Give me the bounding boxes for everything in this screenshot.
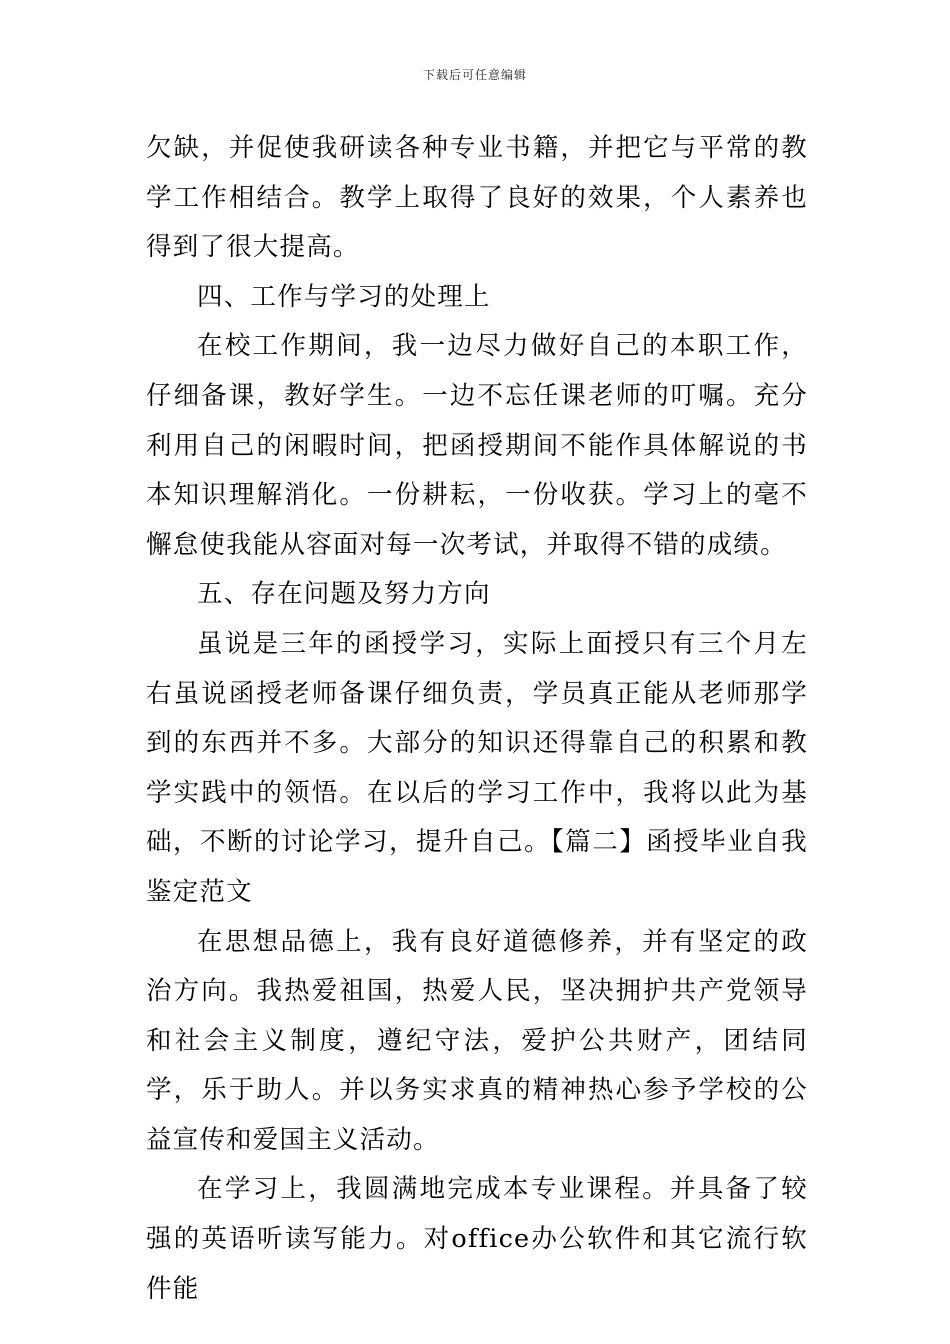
paragraph: 在思想品德上，我有良好道德修养，并有坚定的政治方向。我热爱祖国，热爱人民，坚决拥护共产党领导和社会主义制度，遵纪守法，爱护公共财产，团结同学，乐于助人。并以务实求真的精神热心参予学校的公益宣传和爱国主义活动。 bbox=[146, 926, 808, 1155]
paragraph: 欠缺，并促使我研读各种专业书籍，并把它与平常的教学工作相结合。教学上取得了良好的效果，个人素养也得到了很大提高。 bbox=[146, 133, 808, 263]
paragraph: 在校工作期间，我一边尽力做好自己的本职工作，仔细备课，教好学生。一边不忘任课老师的叮嘱。充分利用自己的闲暇时间，把函授期间不能作具体解说的书本知识理解消化。一份耕耘，一份收获。学习上的毫不懈怠使我能从容面对每一次考试，并取得不错的成绩。 bbox=[146, 331, 808, 560]
paragraph: 在学习上，我圆满地完成本专业课程。并具备了较强的英语听读写能力。对office办公软件和其它流行软件能 bbox=[146, 1174, 808, 1304]
section-heading: 四、工作与学习的处理上 bbox=[197, 281, 491, 312]
section-heading: 五、存在问题及努力方向 bbox=[197, 579, 491, 610]
paragraph: 虽说是三年的函授学习，实际上面授只有三个月左右虽说函授老师备课仔细负责，学员真正能从老师那学到的东西并不多。大部分的知识还得靠自己的积累和教学实践中的领悟。在以后的学习工作中，我将以此为基础，不断的讨论学习，提升自己。【篇二】函授毕业自我鉴定范文 bbox=[146, 628, 808, 907]
page-header: 下载后可任意编辑 bbox=[422, 68, 527, 82]
document-body bbox=[146, 124, 808, 1314]
